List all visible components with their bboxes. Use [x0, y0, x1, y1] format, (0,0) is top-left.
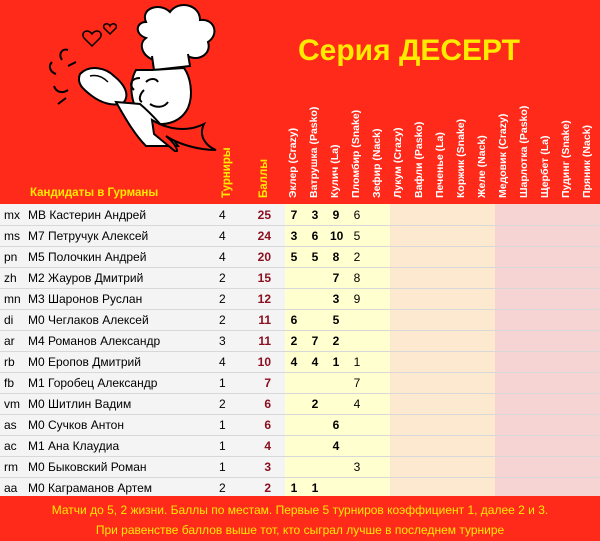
- player-tournaments: 4: [219, 250, 226, 264]
- event-header: Пряник (Nack): [581, 124, 593, 198]
- result-cell: 5: [290, 250, 298, 264]
- table-row: [0, 436, 600, 457]
- player-name: M5 Полочкин Андрей: [28, 250, 147, 264]
- player-tournaments: 3: [219, 334, 226, 348]
- event-header: Кулич (La): [329, 144, 341, 198]
- player-code: fb: [4, 376, 15, 390]
- player-name: M0 Еропов Дмитрий: [28, 355, 141, 369]
- player-code: mn: [4, 292, 21, 306]
- player-code: pn: [4, 250, 18, 264]
- event-header: Коржик (Snake): [455, 118, 467, 198]
- footer-band: [0, 496, 600, 541]
- result-cell: 7: [311, 334, 319, 348]
- result-cell: 5: [353, 229, 361, 243]
- player-points: 7: [264, 376, 271, 390]
- player-points: 12: [257, 292, 271, 306]
- result-cell: 6: [311, 229, 319, 243]
- result-cell: 3: [353, 460, 361, 474]
- footer-rules: Матчи до 5, 2 жизни. Баллы по местам. Первые 5 турниров коэффициент 1, далее 2 и 3.: [51, 503, 549, 517]
- player-code: di: [4, 313, 14, 327]
- player-name: M2 Жауров Дмитрий: [28, 271, 144, 285]
- table-row: [0, 373, 600, 394]
- result-cell: 3: [332, 292, 340, 306]
- player-tournaments: 2: [219, 271, 226, 285]
- player-tournaments: 1: [219, 460, 226, 474]
- result-cell: 3: [311, 208, 319, 222]
- player-points: 24: [257, 229, 271, 243]
- player-name: M7 Петручук Алексей: [28, 229, 149, 243]
- player-name: M1 Ана Клаудиа: [28, 439, 120, 453]
- candidates-label: Кандидаты в Гурманы: [30, 187, 159, 199]
- player-code: vm: [4, 397, 20, 411]
- table-row: [0, 394, 600, 415]
- tournaments-header: Турниры: [221, 147, 233, 198]
- event-header: Шарлотка (Pasko): [518, 105, 530, 198]
- table-row: [0, 352, 600, 373]
- footer-tiebreak: При равенстве баллов выше тот, кто сыграл лучше в последнем турнире: [95, 523, 505, 537]
- standings-table: [0, 204, 600, 496]
- result-cell: 2: [353, 250, 361, 264]
- player-name: M0 Каграманов Артем: [28, 481, 153, 495]
- result-cell: 4: [311, 355, 319, 369]
- result-cell: 4: [290, 355, 298, 369]
- player-tournaments: 1: [219, 418, 226, 432]
- player-tournaments: 4: [219, 355, 226, 369]
- result-cell: 2: [290, 334, 298, 348]
- player-code: ms: [4, 229, 20, 243]
- table-row: [0, 457, 600, 478]
- player-name: MB Кастерин Андрей: [28, 208, 147, 222]
- player-points: 10: [257, 355, 271, 369]
- player-points: 11: [258, 334, 271, 348]
- event-header: Печенье (La): [434, 132, 446, 198]
- event-header: Лукум (Crazy): [392, 127, 404, 198]
- player-name: M0 Сучков Антон: [28, 418, 124, 432]
- event-header: Медовик (Crazy): [497, 113, 509, 198]
- table-row: [0, 268, 600, 289]
- result-cell: 4: [353, 397, 361, 411]
- player-points: 15: [257, 271, 271, 285]
- player-name: M4 Романов Александр: [28, 334, 161, 348]
- result-cell: 4: [332, 439, 340, 453]
- page-title: Серия ДЕСЕРТ: [298, 34, 520, 67]
- table-row: [0, 205, 600, 226]
- player-points: 6: [264, 397, 271, 411]
- result-cell: 1: [353, 355, 361, 369]
- player-tournaments: 1: [219, 439, 226, 453]
- player-code: rb: [4, 355, 15, 369]
- player-tournaments: 4: [219, 229, 226, 243]
- player-code: mx: [4, 208, 20, 222]
- result-cell: 8: [353, 271, 361, 285]
- result-cell: 7: [290, 208, 298, 222]
- player-code: rm: [4, 460, 18, 474]
- player-points: 3: [264, 460, 271, 474]
- table-row: [0, 247, 600, 268]
- result-cell: 5: [311, 250, 319, 264]
- player-code: aa: [4, 481, 18, 495]
- result-cell: 9: [353, 292, 361, 306]
- player-points: 20: [257, 250, 271, 264]
- table-row: [0, 331, 600, 352]
- event-header: Пломбир (Snake): [350, 109, 362, 198]
- result-cell: 1: [290, 481, 298, 495]
- result-cell: 3: [290, 229, 298, 243]
- result-cell: 5: [332, 313, 340, 327]
- event-header: Пудинг (Snake): [560, 120, 572, 198]
- player-code: ac: [4, 439, 17, 453]
- player-code: as: [4, 418, 17, 432]
- player-points: 11: [258, 313, 271, 327]
- result-cell: 6: [332, 418, 340, 432]
- result-cell: 2: [332, 334, 340, 348]
- event-header: Вафли (Pasko): [413, 121, 425, 198]
- result-cell: 1: [332, 355, 340, 369]
- player-name: M0 Шитлин Вадим: [28, 397, 132, 411]
- points-header: Баллы: [258, 158, 270, 198]
- result-cell: 7: [332, 271, 340, 285]
- result-cell: 10: [330, 229, 344, 243]
- result-cell: 7: [353, 376, 361, 390]
- player-points: 25: [257, 208, 271, 222]
- event-header: Ватрушка (Pasko): [308, 106, 320, 198]
- result-cell: 6: [290, 313, 298, 327]
- player-code: ar: [4, 334, 15, 348]
- result-cell: 6: [353, 208, 361, 222]
- player-points: 6: [264, 418, 271, 432]
- table-row: [0, 415, 600, 436]
- event-header: Желе (Nack): [476, 135, 488, 198]
- event-header: Щербет (La): [539, 135, 551, 198]
- event-header: Эклер (Crazy): [287, 127, 299, 198]
- chef-kiss-illustration: [28, 4, 220, 152]
- table-row: [0, 310, 600, 331]
- event-header: Зефир (Nack): [371, 128, 383, 198]
- player-code: zh: [4, 271, 17, 285]
- player-name: M1 Горобец Александр: [28, 376, 158, 390]
- player-tournaments: 2: [219, 292, 226, 306]
- table-row: [0, 226, 600, 247]
- result-cell: 9: [332, 208, 340, 222]
- player-name: M3 Шаронов Руслан: [28, 292, 143, 306]
- result-cell: 1: [311, 481, 319, 495]
- result-cell: 8: [332, 250, 340, 264]
- header-band: [0, 0, 600, 204]
- player-tournaments: 2: [219, 397, 226, 411]
- table-row: [0, 289, 600, 310]
- player-tournaments: 1: [219, 376, 226, 390]
- player-points: 4: [264, 439, 271, 453]
- player-name: M0 Быковский Роман: [28, 460, 147, 474]
- player-name: M0 Чеглаков Алексей: [28, 313, 149, 327]
- player-tournaments: 4: [219, 208, 226, 222]
- player-tournaments: 2: [219, 481, 226, 495]
- result-cell: 2: [311, 397, 319, 411]
- player-tournaments: 2: [219, 313, 226, 327]
- player-points: 2: [264, 481, 271, 495]
